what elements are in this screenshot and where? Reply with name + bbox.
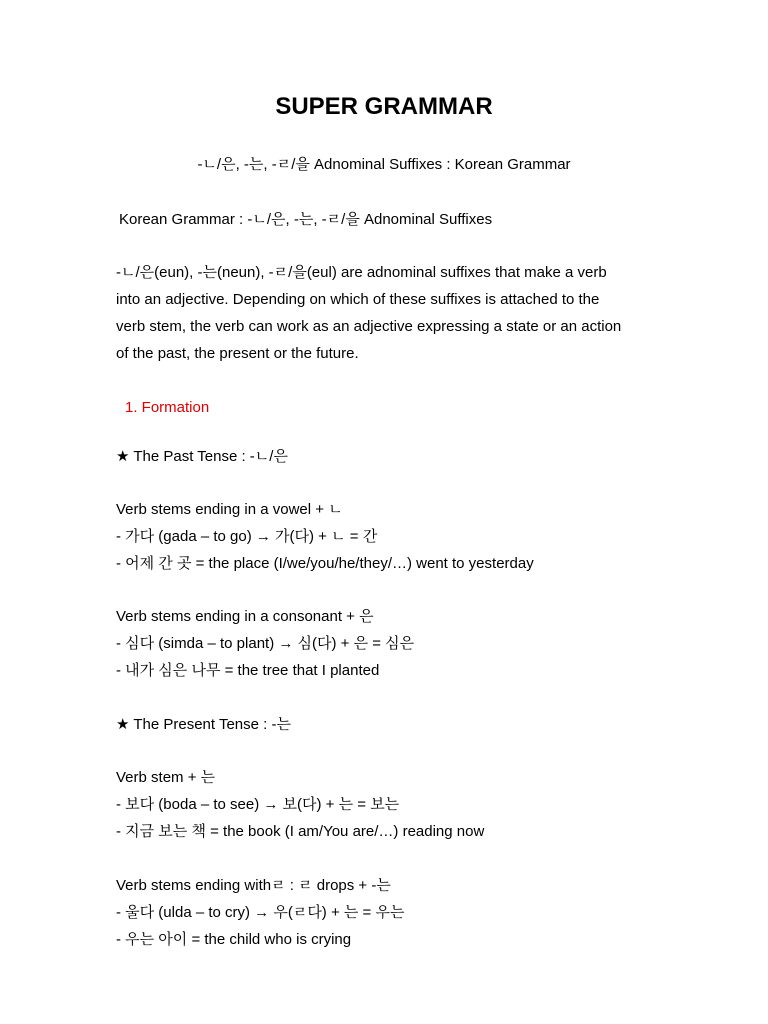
- section-heading-korean-grammar: Korean Grammar : -ㄴ/은, -는, -ㄹ/을 Adnominal Suffixes: [119, 211, 493, 228]
- past-consonant-example-2: - 내가 심은 나무 = the tree that I planted: [116, 662, 380, 679]
- document-title: SUPER GRAMMAR: [275, 93, 493, 120]
- present-stem-example-1: - 보다 (boda – to see) → 보(다) + 는 = 보는: [116, 796, 400, 813]
- past-consonant-rule: Verb stems ending in a consonant + 은: [116, 608, 374, 625]
- past-tense-heading: ★ The Past Tense : -ㄴ/은: [116, 448, 288, 465]
- intro-line-4: of the past, the present or the future.: [116, 345, 359, 362]
- formation-heading: 1. Formation: [125, 399, 210, 416]
- past-vowel-example-1: - 가다 (gada – to go) → 가(다) + ㄴ = 간: [116, 528, 378, 545]
- present-rieul-example-1: - 울다 (ulda – to cry) → 우(ㄹ다) + 는 = 우는: [116, 904, 405, 921]
- present-stem-example-2: - 지금 보는 책 = the book (I am/You are/…) reading now: [116, 823, 485, 840]
- intro-line-2: into an adjective. Depending on which of these suffixes is attached to the: [116, 291, 600, 308]
- document-subtitle: -ㄴ/은, -는, -ㄹ/을 Adnominal Suffixes : Korean Grammar: [197, 156, 571, 173]
- present-rieul-example-2: - 우는 아이 = the child who is crying: [116, 931, 352, 948]
- present-stem-rule: Verb stem + 는: [116, 769, 216, 786]
- present-rieul-rule: Verb stems ending withㄹ : ㄹ drops + -는: [116, 877, 391, 894]
- intro-line-3: verb stem, the verb can work as an adjective expressing a state or an action: [116, 318, 622, 335]
- present-tense-heading: ★ The Present Tense : -는: [116, 716, 291, 733]
- past-vowel-example-2: - 어제 간 곳 = the place (I/we/you/he/they/…) went to yesterday: [116, 555, 534, 572]
- intro-line-1: -ㄴ/은(eun), -는(neun), -ㄹ/을(eul) are adnominal suffixes that make a verb: [116, 264, 607, 281]
- past-consonant-example-1: - 심다 (simda – to plant) → 심(다) + 은 = 심은: [116, 635, 415, 652]
- past-vowel-rule: Verb stems ending in a vowel + ㄴ: [116, 501, 343, 518]
